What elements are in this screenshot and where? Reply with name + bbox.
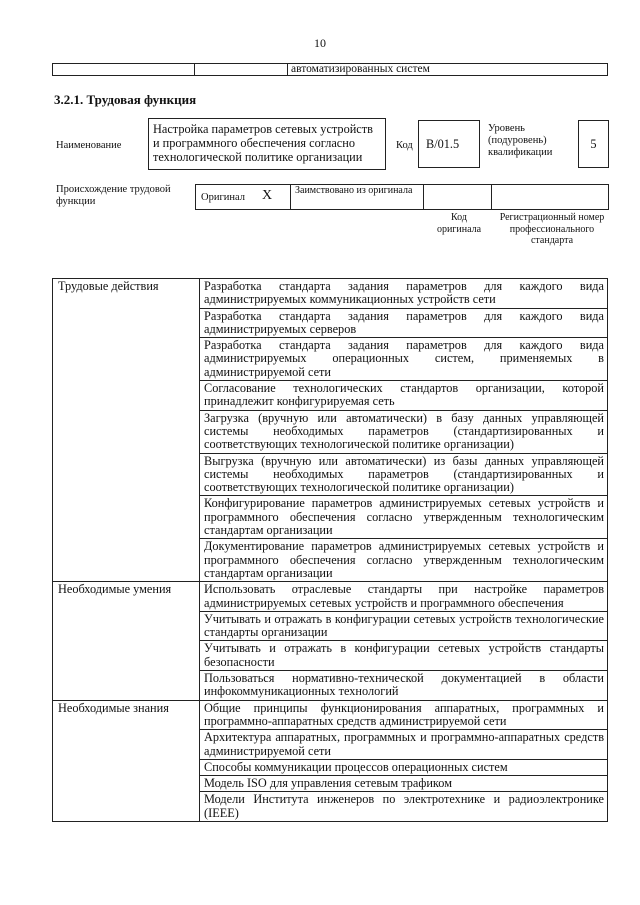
- section-item: Способы коммуникации процессов операционных систем: [200, 759, 608, 775]
- section-item: Модели Института инженеров по электротехнике и радиоэлектронике (IEEE): [200, 792, 608, 822]
- name-box: [148, 118, 386, 170]
- level-box: [578, 120, 609, 168]
- page-number: 10: [314, 36, 326, 50]
- name-value: Настройка параметров сетевых устройств и программного обеспечения согласно технологической политике организации: [153, 122, 373, 164]
- section-title: Необходимые знания: [53, 700, 200, 821]
- original-label: Оригинал: [201, 192, 245, 203]
- section-item: Общие принципы функционирования аппаратных, программных и программно-аппаратных средств администрируемой сети: [200, 700, 608, 730]
- section-item: Согласование технологических стандартов организации, которой принадлежит конфигурируемая сеть: [200, 381, 608, 411]
- original-mark: X: [262, 188, 273, 203]
- origin-divider-1: [290, 184, 291, 210]
- table-row: [53, 279, 608, 309]
- section-item: Конфигурирование параметров администрируемых сетевых устройств и программного обеспечения согласно утвержденным технологическим стандартам организации: [200, 496, 608, 539]
- section-item: Разработка стандарта задания параметров для каждого вида администрируемых серверов: [200, 308, 608, 338]
- reg-caption: Регистрационный номер профессионального стандарта: [499, 212, 605, 246]
- origin-divider-2: [423, 184, 424, 210]
- section-title: Трудовые действия: [53, 279, 200, 582]
- previous-table-fragment: [52, 63, 608, 76]
- code-label: Код: [396, 140, 413, 151]
- section-item: Разработка стандарта задания параметров для каждого вида администрируемых операционных систем, применяемых в администрируемой сети: [200, 338, 608, 381]
- table-row: [53, 582, 608, 612]
- previous-table-text: автоматизированных систем: [288, 64, 608, 76]
- level-value: 5: [590, 137, 597, 151]
- section-item: Документирование параметров администрируемых сетевых устройств и программного обеспечения согласно утвержденным технологическим стандартам организации: [200, 539, 608, 582]
- section-item: Выгрузка (вручную или автоматически) из базы данных управляющей системы необходимых параметров (стандартизированных и соответствующих технологической политике организации): [200, 453, 608, 496]
- section-item: Учитывать и отражать в конфигурации сетевых устройств стандарты безопасности: [200, 641, 608, 671]
- section-item: Модель ISO для управления сетевым трафиком: [200, 776, 608, 792]
- origin-divider-3: [491, 184, 492, 210]
- level-label: Уровень (подуровень) квалификации: [488, 123, 553, 158]
- origin-label: Происхождение трудовой функции: [56, 184, 171, 207]
- section-item: Использовать отраслевые стандарты при настройке параметров администрируемых сетевых устройств и программного обеспечения: [200, 582, 608, 612]
- code-value: B/01.5: [426, 137, 460, 151]
- section-item: Загрузка (вручную или автоматически) в базу данных управляющей системы необходимых параметров (стандартизированных и соответствующих технологической политике организации): [200, 410, 608, 453]
- section-item: Архитектура аппаратных, программных и программно-аппаратных средств администрируемой сети: [200, 730, 608, 760]
- section-item: Разработка стандарта задания параметров для каждого вида администрируемых коммуникационных устройств сети: [200, 279, 608, 309]
- borrowed-label: Заимствовано из оригинала: [295, 185, 413, 196]
- function-table: [52, 278, 608, 822]
- code-box: [418, 120, 480, 168]
- section-item: Пользоваться нормативно-технической документацией в области инфокоммуникационных технологий: [200, 671, 608, 701]
- table-row: [53, 700, 608, 730]
- section-item: Учитывать и отражать в конфигурации сетевых устройств технологические стандарты организации: [200, 611, 608, 641]
- section-title: Необходимые умения: [53, 582, 200, 700]
- code-caption: Код оригинала: [436, 212, 482, 235]
- name-label: Наименование: [56, 140, 122, 151]
- section-heading: 3.2.1. Трудовая функция: [54, 92, 197, 107]
